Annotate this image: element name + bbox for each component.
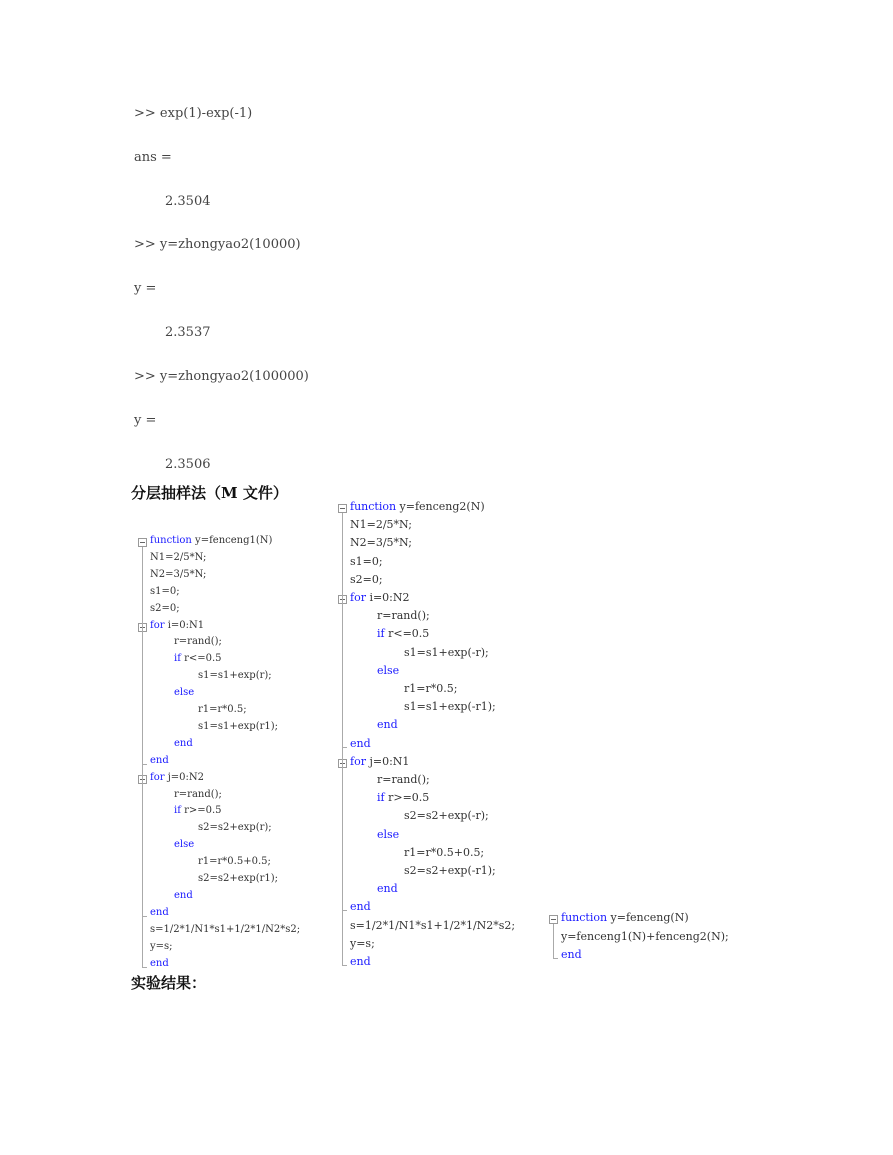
code-text: r=rand(); — [377, 773, 430, 786]
code-text: y=fenceng(N) — [607, 911, 689, 924]
console-command-2: >> y=zhongyao2(10000) — [134, 237, 301, 252]
code-keyword: else — [174, 839, 195, 851]
code-text: r1=r*0.5+0.5; — [198, 856, 271, 868]
code-text: s1=0; — [350, 554, 383, 568]
code-text: s2=s2+exp(-r1); — [404, 864, 496, 877]
code-keyword: end — [174, 889, 193, 901]
code-text: j=0:N1 — [365, 754, 410, 768]
console-ans-value: 2.3504 — [165, 194, 211, 209]
code-keyword: if — [377, 627, 385, 641]
code-line — [150, 924, 300, 935]
code-line — [377, 627, 429, 640]
code-text: s1=0; — [150, 585, 180, 597]
code-text: y=fenceng1(N) — [191, 535, 273, 546]
code-keyword: end — [350, 955, 371, 968]
code-line — [404, 682, 457, 695]
code-line — [350, 555, 383, 568]
code-line — [404, 864, 496, 877]
code-text: r1=r*0.5+0.5; — [404, 845, 485, 859]
code-line — [350, 755, 409, 768]
code-keyword: end — [150, 754, 169, 766]
code-text: s1=s1+exp(-r1); — [404, 700, 496, 714]
fold-end-tick — [553, 958, 558, 959]
console-command-3: >> y=zhongyao2(100000) — [134, 369, 309, 384]
code-line — [198, 721, 278, 732]
fold-end-tick — [142, 967, 147, 968]
code-text: y=s; — [150, 940, 173, 952]
code-line — [377, 882, 398, 895]
console-ans-label: ans = — [134, 150, 172, 165]
code-listing-fenceng — [549, 911, 749, 967]
code-line — [150, 586, 180, 597]
code-text: s1=s1+exp(-r); — [404, 645, 489, 659]
code-keyword: end — [350, 900, 371, 914]
code-text: s2=s2+exp(r); — [198, 822, 272, 834]
code-line — [377, 718, 398, 731]
code-text: r=rand(); — [174, 636, 222, 648]
code-line — [404, 846, 484, 859]
code-keyword: end — [174, 737, 193, 749]
code-keyword: if — [377, 791, 385, 805]
code-text: r>=0.5 — [384, 791, 430, 805]
code-text: N2=3/5*N; — [350, 536, 412, 550]
code-line — [198, 856, 271, 867]
code-line — [350, 536, 412, 549]
fold-guide-line — [342, 604, 343, 748]
code-line — [350, 591, 410, 604]
code-line — [174, 636, 222, 647]
fold-end-tick — [142, 916, 147, 917]
fold-guide-line — [553, 924, 554, 959]
console-y-label-1: y = — [134, 281, 157, 296]
code-keyword: else — [377, 827, 400, 841]
code-line — [198, 822, 272, 833]
code-line — [350, 937, 375, 950]
code-line — [350, 955, 371, 968]
code-keyword: if — [174, 653, 181, 665]
code-line — [150, 535, 272, 546]
code-text: j=0:N2 — [164, 771, 205, 783]
code-line — [150, 941, 173, 952]
code-line — [174, 789, 222, 800]
code-text: i=0:N2 — [365, 591, 410, 604]
code-line — [377, 664, 399, 677]
code-text: y=fenceng1(N)+fenceng2(N); — [561, 929, 729, 943]
code-line — [404, 809, 489, 822]
code-line — [404, 700, 496, 713]
code-keyword: function — [350, 500, 397, 513]
code-keyword: end — [377, 718, 398, 732]
code-text: N1=2/5*N; — [150, 551, 207, 563]
code-keyword: end — [377, 882, 398, 896]
console-y-value-2: 2.3506 — [165, 457, 211, 472]
section-heading-stratified: 分层抽样法（M 文件） — [131, 484, 288, 502]
code-text: s2=0; — [150, 602, 180, 614]
code-line — [174, 890, 193, 901]
code-text: s1=s1+exp(r); — [198, 670, 272, 682]
code-line — [150, 620, 204, 631]
code-keyword: function — [150, 535, 192, 546]
console-y-label-2: y = — [134, 413, 157, 428]
code-line — [561, 911, 689, 924]
fold-end-tick — [342, 910, 347, 911]
code-text: y=s; — [350, 936, 375, 950]
code-text: r1=r*0.5; — [404, 682, 458, 695]
code-line — [350, 919, 515, 932]
code-line — [350, 518, 412, 531]
code-line — [198, 873, 278, 884]
code-keyword: for — [350, 754, 366, 768]
fold-end-tick — [142, 764, 147, 765]
fold-guide-line — [142, 632, 143, 765]
code-text: r<=0.5 — [384, 627, 430, 641]
fold-toggle-icon[interactable] — [138, 538, 147, 547]
code-line — [150, 958, 169, 969]
code-line — [350, 900, 371, 913]
code-keyword: end — [150, 957, 169, 969]
console-command-1: >> exp(1)-exp(-1) — [134, 106, 253, 121]
code-line — [404, 646, 489, 659]
code-text: s1=s1+exp(r1); — [198, 720, 279, 732]
code-keyword: function — [561, 911, 608, 924]
code-text: r1=r*0.5; — [198, 704, 247, 715]
code-text: s=1/2*1/N1*s1+1/2*1/N2*s2; — [350, 918, 516, 932]
code-line — [174, 738, 193, 749]
code-line — [377, 609, 430, 622]
code-line — [377, 773, 430, 786]
code-text: i=0:N1 — [164, 619, 205, 631]
code-text: s2=0; — [350, 572, 383, 586]
code-text: y=fenceng2(N) — [396, 500, 485, 513]
code-line — [377, 828, 399, 841]
code-line — [350, 500, 485, 513]
code-line — [150, 907, 169, 918]
code-line — [174, 653, 222, 664]
code-line — [174, 805, 222, 816]
code-keyword: end — [350, 736, 371, 750]
code-line — [150, 772, 204, 783]
fold-toggle-icon[interactable] — [549, 915, 558, 924]
code-keyword: for — [150, 619, 165, 631]
code-line — [150, 569, 206, 580]
section-heading-results: 实验结果： — [131, 974, 207, 992]
code-line — [174, 839, 194, 850]
code-line — [198, 704, 247, 715]
code-text: N2=3/5*N; — [150, 568, 207, 580]
code-line — [150, 552, 206, 563]
code-text: N1=2/5*N; — [350, 518, 412, 532]
code-keyword: else — [377, 663, 400, 677]
code-listing-fenceng1 — [138, 535, 318, 971]
code-listing-fenceng2 — [338, 500, 538, 970]
code-text: r=rand(); — [377, 609, 430, 623]
code-line — [561, 948, 582, 961]
code-text: s2=s2+exp(-r); — [404, 809, 489, 823]
code-line — [377, 791, 429, 804]
code-text: r<=0.5 — [180, 653, 222, 665]
fold-end-tick — [342, 747, 347, 748]
code-keyword: if — [174, 805, 181, 817]
fold-guide-line — [342, 768, 343, 912]
code-line — [150, 755, 169, 766]
code-line — [150, 603, 180, 614]
console-y-value-1: 2.3537 — [165, 325, 211, 340]
code-keyword: for — [150, 771, 165, 783]
code-keyword: else — [174, 687, 195, 699]
code-text: r=rand(); — [174, 788, 222, 800]
code-text: r>=0.5 — [180, 805, 222, 817]
code-text: s=1/2*1/N1*s1+1/2*1/N2*s2; — [150, 923, 301, 935]
code-line — [561, 930, 729, 943]
code-keyword: end — [561, 948, 582, 961]
fold-guide-line — [142, 784, 143, 917]
code-text: s2=s2+exp(r1); — [198, 873, 279, 884]
code-line — [350, 737, 371, 750]
code-line — [350, 573, 383, 586]
fold-end-tick — [342, 965, 347, 966]
fold-toggle-icon[interactable] — [338, 504, 347, 513]
code-line — [174, 687, 194, 698]
code-keyword: for — [350, 591, 366, 604]
code-line — [198, 670, 272, 681]
code-keyword: end — [150, 906, 169, 918]
